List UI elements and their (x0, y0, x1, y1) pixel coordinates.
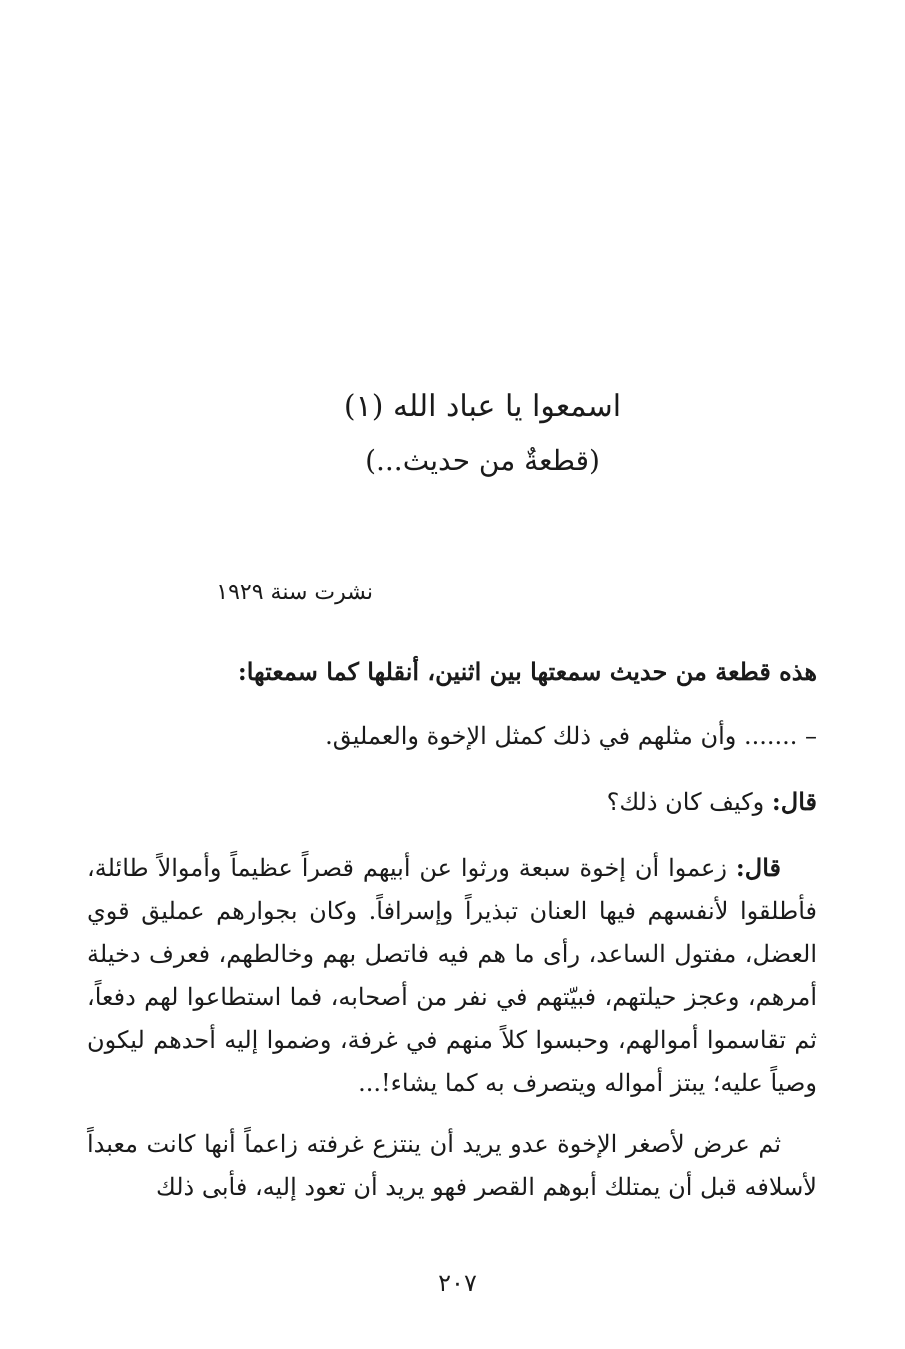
answer-paragraph (87, 846, 817, 1105)
chapter-title: اسمعوا يا عباد الله (١) (343, 389, 622, 424)
speaker-label: قال: (735, 853, 781, 882)
continuation-paragraph: ثم عرض لأصغر الإخوة عدو يريد أن ينتزع غرفته زاعماً أنها كانت معبداً لأسلافه قبل أن يمتلك أبوهم القصر فهو يريد أن تعود إليه، فأبى ذلك (87, 1130, 817, 1201)
speaker-label: قال: (771, 787, 817, 816)
answer-text: زعموا أن إخوة سبعة ورثوا عن أبيهم قصراً عظيماً وأموالاً طائلة، فأطلقوا لأنفسهم فيها العنان تبذيراً وإسرافاً. وكان بجوارهم عمليق قوي العضل، مفتول الساعد، رأى ما هم فيه فاتصل بهم وخالطهم، فعرف دخيلة أمرهم، وعجز حيلتهم، فبيّتهم في نفر من أصحابه، فما استطاعوا لهم دفعاً، ثم تقاسموا أموالهم، وحبسوا كلاً منهم في غرفة، وضموا إليه أحدهم ليكون وصياً عليه؛ يبتز أمواله ويتصرف به كما يشاء!... (87, 854, 817, 1097)
intro-paragraph: هذه قطعة من حديث سمعتها بين اثنين، أنقلها كما سمعتها: (237, 657, 817, 686)
chapter-subtitle: (قطعةٌ من حديث...) (365, 444, 600, 477)
body-text (87, 650, 817, 1209)
publication-note: نشرت سنة ١٩٢٩ (216, 580, 373, 605)
question-line (87, 780, 817, 824)
question-text: وكيف كان ذلك؟ (606, 788, 772, 816)
chapter-heading (0, 385, 905, 483)
page-number: ٢٠٧ (438, 1269, 477, 1297)
dialog-line: – ....... وأن مثلهم في ذلك كمثل الإخوة والعمليق. (325, 722, 817, 750)
